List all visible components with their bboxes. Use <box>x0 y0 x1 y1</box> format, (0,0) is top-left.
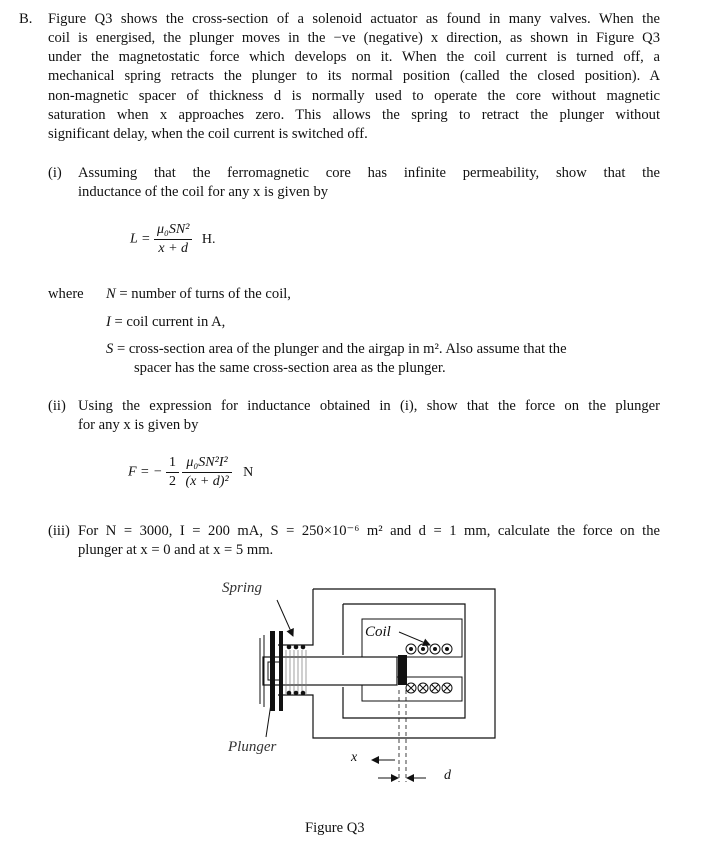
coil-leader <box>399 632 430 645</box>
plunger-leader <box>266 697 272 737</box>
definition-continuation: spacer has the same cross-section area as the plunger. <box>134 360 446 376</box>
question-label: B. <box>19 11 33 27</box>
figure-caption: Figure Q3 <box>305 820 365 836</box>
intro-line: coil is energised, the plunger moves in the −ve (negative) x direction, as shown in Figure Q3 <box>48 30 660 46</box>
where-label: where <box>48 286 84 302</box>
equation-denominator: x + d <box>158 241 189 256</box>
equation-unit: H. <box>201 231 216 247</box>
plunger-plate <box>270 631 275 711</box>
intro-line: saturation when x approaches zero. This allows the spring to retract the plunger without <box>48 107 660 123</box>
part-iii-line: plunger at x = 0 and at x = 5 mm. <box>78 542 274 558</box>
part-iii-line: For N = 3000, I = 200 mA, S = 250×10⁻⁶ m² and d = 1 mm, calculate the force on the <box>78 523 660 539</box>
force-lhs: F = − <box>128 464 163 480</box>
force-coef-num: 1 <box>166 455 179 473</box>
part-i-line: inductance of the coil for any x is given by <box>78 184 329 200</box>
non-magnetic-spacer <box>398 655 407 685</box>
intro-line: non-magnetic spacer of thickness d is normally used to operate the core without magnetic <box>48 88 660 104</box>
force-denominator: (x + d)² <box>185 474 229 489</box>
part-ii-label: (ii) <box>48 398 66 414</box>
plunger-body <box>263 657 397 685</box>
definition-n: N = number of turns of the coil, <box>106 286 291 302</box>
equation-numerator: μ₀SN² <box>154 222 192 240</box>
part-iii-label: (iii) <box>48 523 70 539</box>
intro-line: mechanical spring retracts the plunger to its normal position (called the closed position). A <box>48 68 660 84</box>
definition-i: I = coil current in A, <box>106 314 226 330</box>
spring-leader <box>277 600 293 636</box>
d-label: d <box>444 768 451 783</box>
part-ii-line: Using the expression for inductance obtained in (i), show that the force on the plunger <box>78 398 660 414</box>
part-i-line: Assuming that the ferromagnetic core has infinite permeability, show that the <box>78 165 660 181</box>
part-i-label: (i) <box>48 165 62 181</box>
force-coef-den: 2 <box>168 474 176 489</box>
spring-label: Spring <box>222 580 263 596</box>
coil-crosses <box>406 683 452 693</box>
coil-label: Coil <box>365 624 391 640</box>
force-numerator: μ₀SN²I² <box>182 455 231 473</box>
intro-line: significant delay, when the coil current is switched off. <box>48 126 368 142</box>
plunger-label: Plunger <box>228 739 277 755</box>
equation-lhs: L = <box>130 231 151 247</box>
intro-line: under the magnetostatic force which develops on it. When the coil current is turned off, a <box>48 49 660 65</box>
end-plate <box>279 631 283 711</box>
definition-s: S = cross-section area of the plunger and the airgap in m². Also assume that the <box>106 341 567 357</box>
force-unit: N <box>243 464 254 480</box>
coil-dots <box>406 644 452 654</box>
intro-line: Figure Q3 shows the cross-section of a solenoid actuator as found in many valves. When the <box>48 11 660 27</box>
x-label: x <box>351 750 358 765</box>
part-ii-line: for any x is given by <box>78 417 199 433</box>
